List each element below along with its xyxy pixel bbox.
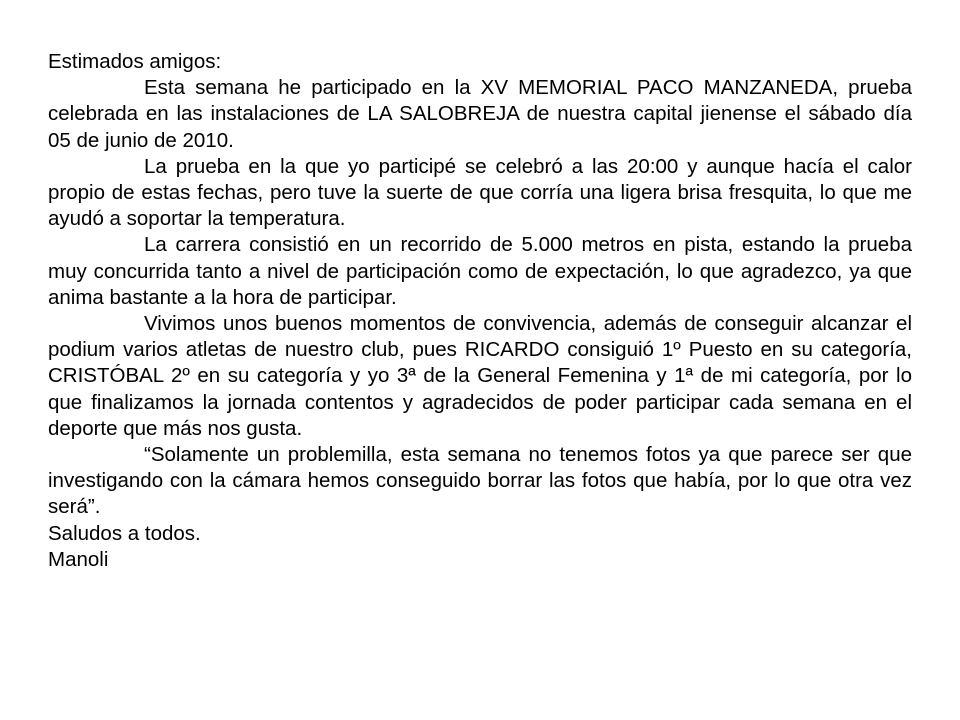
paragraph-race-distance: La carrera consistió en un recorrido de 5.000 metros en pista, estando la prueba muy concurrida tanto a nivel de participación como de expectación, lo que agradezco, ya que anima bastante a la hora de participar. (48, 233, 912, 309)
paragraph-podium: Vivimos unos buenos momentos de convivencia, además de conseguir alcanzar el podium varios atletas de nuestro club, pues RICARDO consiguió 1º Puesto en su categoría, CRISTÓBAL 2º en su categoría y yo 3ª de la General Femenina y 1ª de mi categoría, por lo que finalizamos la jornada contentos y agradecidos de poder participar cada semana en el deporte que más nos gusta. (48, 312, 912, 440)
paragraph-memorial: Esta semana he participado en la XV MEMORIAL PACO MANZANEDA, prueba celebrada en las instalaciones de LA SALOBREJA de nuestra capital jienense el sábado día 05 de junio de 2010. (48, 76, 912, 152)
signature: Manoli (48, 547, 109, 571)
paragraph-photos: “Solamente un problemilla, esta semana no tenemos fotos ya que parece ser que investigando con la cámara hemos conseguido borrar las fotos que había, por lo que otra vez será”. (48, 443, 912, 519)
greeting: Estimados amigos: (48, 50, 222, 73)
farewell: Saludos a todos. (48, 521, 201, 545)
paragraph-race-conditions: La prueba en la que yo participé se celebró a las 20:00 y aunque hacía el calor propio de estas fechas, pero tuve la suerte de que corría una ligera brisa fresquita, lo que me ayudó a soportar la temperatura. (48, 154, 912, 231)
letter-body (48, 49, 912, 573)
